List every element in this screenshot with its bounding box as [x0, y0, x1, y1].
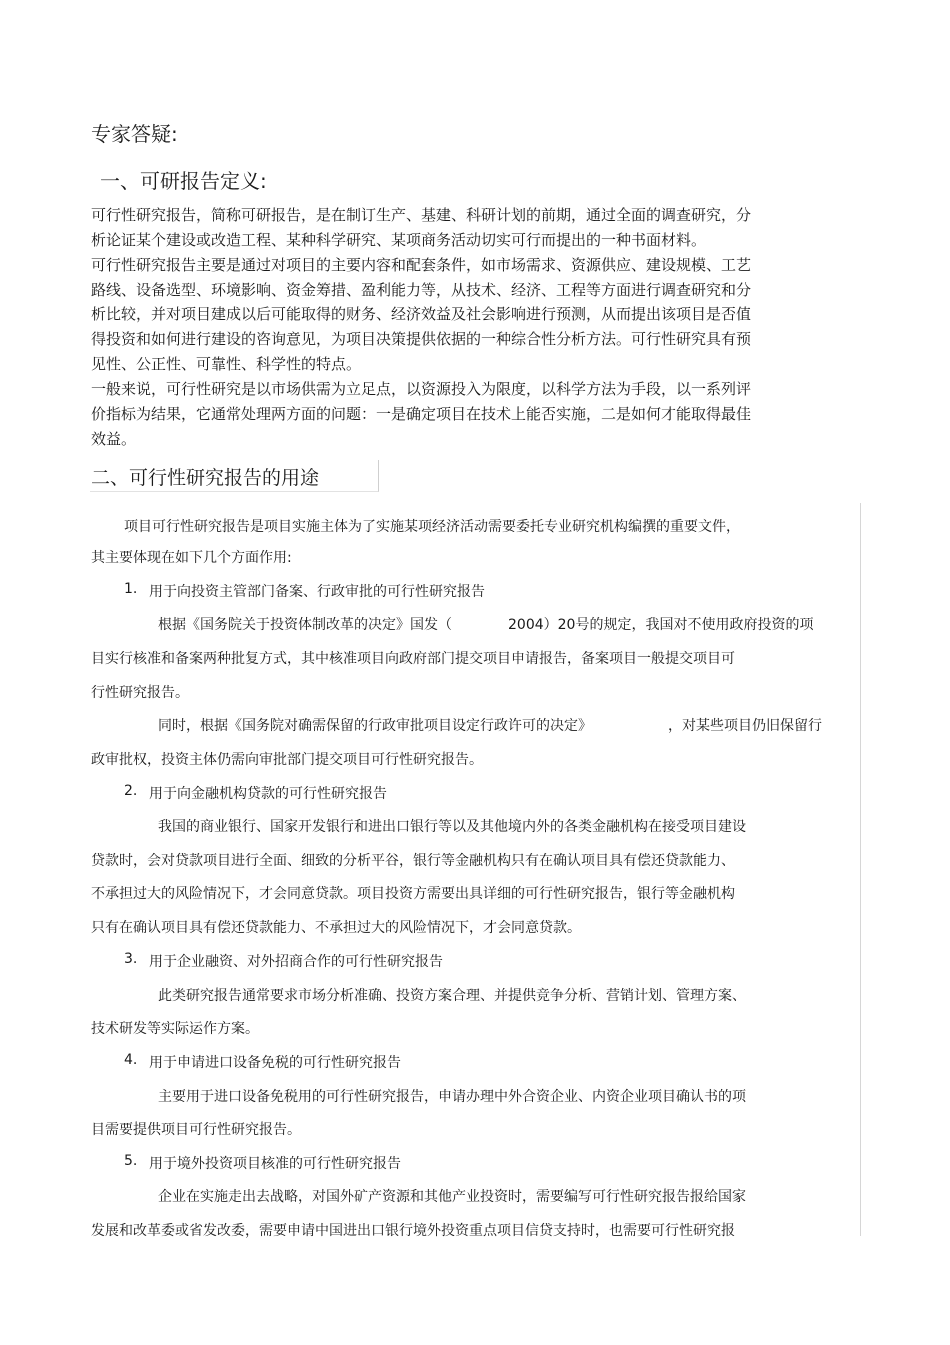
item-line: 目实行核准和备案两种批复方式，其中核准项目向政府部门提交项目申请报告，备案项目一般提交项目可 [91, 651, 735, 667]
section2-title: 二、可行性研究报告的用途 [91, 467, 320, 489]
item-title: 用于向金融机构贷款的可行性研究报告 [149, 786, 387, 802]
content-box-border [860, 503, 861, 1236]
page-heading: 专家答疑: [91, 122, 178, 146]
item-number: 4. [124, 1052, 138, 1068]
item-line: 根据《国务院关于投资体制改革的决定》国发（ [158, 617, 452, 633]
section1-title: 一、可研报告定义: [100, 169, 267, 193]
item-title: 用于向投资主管部门备案、行政审批的可行性研究报告 [149, 584, 485, 600]
item-line: 发展和改革委或省发改委，需要申请中国进出口银行境外投资重点项目信贷支持时，也需要可行性研究报 [91, 1223, 735, 1239]
item-line: ，对某些项目仍旧保留行 [668, 718, 822, 734]
item-line: 技术研发等实际运作方案。 [91, 1021, 259, 1037]
item-line: 政审批权，投资主体仍需向审批部门提交项目可行性研究报告。 [91, 752, 483, 768]
item-number: 3. [124, 951, 138, 967]
section1-line: 一般来说，可行性研究是以市场供需为立足点，以资源投入为限度，以科学方法为手段，以一系列评 [91, 380, 752, 398]
section1-line: 价指标为结果，它通常处理两方面的问题：一是确定项目在技术上能否实施，二是如何才能取得最佳 [91, 405, 752, 423]
section1-line: 得投资和如何进行建设的咨询意见，为项目决策提供依据的一种综合性分析方法。可行性研究具有预 [91, 330, 752, 348]
item-line: 目需要提供项目可行性研究报告。 [91, 1122, 301, 1138]
item-number: 5. [124, 1153, 138, 1169]
item-line: 主要用于进口设备免税用的可行性研究报告，申请办理中外合资企业、内资企业项目确认书的项 [158, 1089, 746, 1105]
item-line: 贷款时，会对贷款项目进行全面、细致的分析平谷，银行等金融机构只有在确认项目具有偿还贷款能力、 [91, 853, 735, 869]
section1-line: 路线、设备选型、环境影响、资金筹措、盈利能力等，从技术、经济、工程等方面进行调查研究和分 [91, 281, 752, 299]
item-number: 1. [124, 581, 138, 597]
item-line: 2004）20号的规定，我国对不使用政府投资的项 [508, 617, 814, 633]
item-line: 行性研究报告。 [91, 685, 189, 701]
section2-intro-line: 项目可行性研究报告是项目实施主体为了实施某项经济活动需要委托专业研究机构编撰的重要文件， [124, 519, 740, 535]
item-title: 用于境外投资项目核准的可行性研究报告 [149, 1156, 401, 1172]
item-number: 2. [124, 783, 138, 799]
item-line: 不承担过大的风险情况下，才会同意贷款。项目投资方需要出具详细的可行性研究报告，银行等金融机构 [91, 886, 735, 902]
section1-line: 析论证某个建设或改造工程、某种科学研究、某项商务活动切实可行而提出的一种书面材料。 [91, 231, 707, 249]
item-line: 同时，根据《国务院对确需保留的行政审批项目设定行政许可的决定》 [158, 718, 592, 734]
section1-line: 效益。 [91, 430, 137, 448]
item-line: 我国的商业银行、国家开发银行和进出口银行等以及其他境内外的各类金融机构在接受项目建设 [158, 819, 746, 835]
section1-line: 可行性研究报告主要是通过对项目的主要内容和配套条件，如市场需求、资源供应、建设规模、工艺 [91, 256, 752, 274]
section1-line: 可行性研究报告，简称可研报告，是在制订生产、基建、科研计划的前期，通过全面的调查研究，分 [91, 206, 752, 224]
item-title: 用于申请进口设备免税的可行性研究报告 [149, 1055, 401, 1071]
item-line: 只有在确认项目具有偿还贷款能力、不承担过大的风险情况下，才会同意贷款。 [91, 920, 581, 936]
section1-line: 析比较，并对项目建成以后可能取得的财务、经济效益及社会影响进行预测，从而提出该项目是否值 [91, 305, 752, 323]
item-title: 用于企业融资、对外招商合作的可行性研究报告 [149, 954, 443, 970]
section1-line: 见性、公正性、可靠性、科学性的特点。 [91, 355, 362, 373]
item-line: 此类研究报告通常要求市场分析准确、投资方案合理、并提供竞争分析、营销计划、管理方案、 [158, 988, 746, 1004]
item-line: 企业在实施走出去战略，对国外矿产资源和其他产业投资时，需要编写可行性研究报告报给国家 [158, 1189, 746, 1205]
section2-intro-line: 其主要体现在如下几个方面作用: [91, 550, 292, 566]
